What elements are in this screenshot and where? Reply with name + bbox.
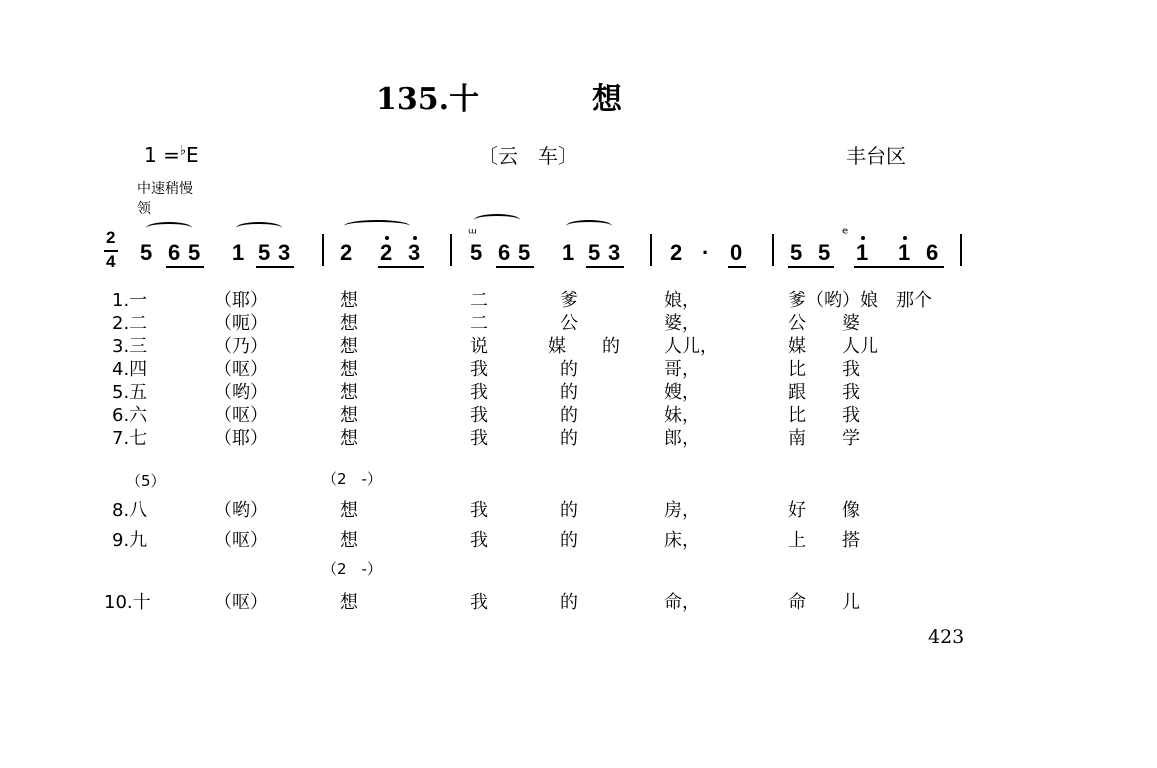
flat-sign: ♭: [179, 143, 186, 159]
verse-word: 郎，: [664, 428, 700, 449]
grace-note-mark: ᵉ: [842, 224, 849, 243]
verse-word: 想: [340, 592, 358, 613]
verse-word: 我: [470, 382, 488, 403]
note: 2: [340, 240, 353, 265]
slur: [566, 220, 612, 232]
verse-number: 9.九: [112, 530, 148, 551]
verse-word: 二: [470, 313, 488, 334]
verse-word: 我: [470, 530, 488, 551]
verse-paren: （呕）: [214, 530, 268, 551]
bar-line: [450, 234, 452, 266]
note: ·: [702, 240, 710, 265]
verse-paren: （哟）: [214, 382, 268, 403]
beam-line: [788, 266, 834, 268]
note: 5: [818, 240, 831, 265]
note: 3: [278, 240, 291, 265]
beam-line: [854, 266, 944, 268]
key-prefix: 1 =: [144, 143, 180, 167]
verse-paren: （呕）: [214, 359, 268, 380]
bar-line: [322, 234, 324, 266]
verse-number: 8.八: [112, 500, 148, 521]
verse-word: 哥，: [664, 359, 700, 380]
verse-word: 想: [340, 359, 358, 380]
verse-word: 命 儿: [788, 592, 860, 613]
verse-word: 南 学: [788, 428, 860, 449]
song-number: 135.: [376, 82, 450, 117]
bar-line: [650, 234, 652, 266]
bar-line: [772, 234, 774, 266]
verse-word: 公: [560, 313, 578, 334]
note: 5: [188, 240, 201, 265]
page-title: [376, 74, 479, 118]
octave-dot: [413, 236, 417, 240]
note: 0: [730, 240, 743, 265]
bar-line: [960, 234, 962, 266]
verse-word: 想: [340, 405, 358, 426]
note: 5: [470, 240, 483, 265]
page-number: 423: [928, 626, 965, 648]
verse-number: 1.一: [112, 290, 148, 311]
verse-number: 5.五: [112, 382, 148, 403]
title-char-1: 十: [449, 82, 480, 117]
verse-word: 的: [560, 359, 578, 380]
verse-word: 媒 人儿: [788, 336, 878, 357]
verse-word: 房，: [664, 500, 700, 521]
verse-number: 4.四: [112, 359, 148, 380]
verse-number: 7.七: [112, 428, 148, 449]
note: 5: [258, 240, 271, 265]
note: 6: [168, 240, 181, 265]
verse-word: 我: [470, 500, 488, 521]
verse-paren: （耶）: [214, 290, 268, 311]
verse-word: 的: [560, 405, 578, 426]
verse-word: 好 像: [788, 500, 860, 521]
note: 5: [588, 240, 601, 265]
note: 1: [856, 240, 869, 265]
verse-word: 上 搭: [788, 530, 860, 551]
verse-paren: （乃）: [214, 336, 268, 357]
cue-note: （2 -）: [322, 560, 382, 578]
note: 6: [926, 240, 939, 265]
time-signature-top: 2: [106, 228, 116, 247]
verse-word: 想: [340, 336, 358, 357]
beam-line: [166, 266, 204, 268]
octave-dot: [861, 236, 865, 240]
slur: [236, 222, 282, 234]
verse-word: 比 我: [788, 405, 860, 426]
verse-word: 媒 的: [548, 336, 620, 357]
verse-paren: （哟）: [214, 500, 268, 521]
cue-note: （5）: [126, 472, 166, 490]
verse-word: 二: [470, 290, 488, 311]
role-marking: 领: [137, 201, 151, 217]
verse-paren: （呃）: [214, 313, 268, 334]
verse-word: 的: [560, 592, 578, 613]
verse-word: 我: [470, 405, 488, 426]
verse-word: 的: [560, 428, 578, 449]
verse-word: 爹: [560, 290, 578, 311]
note: 3: [408, 240, 421, 265]
verse-paren: （呕）: [214, 405, 268, 426]
verse-word: 嫂，: [664, 382, 700, 403]
verse-word: 的: [560, 382, 578, 403]
region-label: 丰台区: [846, 144, 906, 168]
verse-number: 6.六: [112, 405, 148, 426]
note: 1: [232, 240, 245, 265]
verse-word: 的: [560, 530, 578, 551]
verse-word: 我: [470, 428, 488, 449]
slur: [474, 214, 520, 226]
beam-line: [496, 266, 534, 268]
verse-number: 2.二: [112, 313, 148, 334]
genre-label: 〔云 车〕: [478, 144, 578, 168]
verse-word: 想: [340, 428, 358, 449]
tempo-marking: 中速稍慢: [137, 181, 193, 197]
note: 5: [790, 240, 803, 265]
key-note: E: [185, 143, 199, 167]
note: 1: [898, 240, 911, 265]
verse-word: 娘，: [664, 290, 700, 311]
verse-word: 想: [340, 500, 358, 521]
verse-word: 想: [340, 530, 358, 551]
note: 2: [670, 240, 683, 265]
verse-word: 比 我: [788, 359, 860, 380]
verse-word: 婆，: [664, 313, 700, 334]
beam-line: [728, 266, 746, 268]
verse-number: 3.三: [112, 336, 148, 357]
cue-note: （2 -）: [322, 470, 382, 488]
verse-word: 床，: [664, 530, 700, 551]
verse-word: 的: [560, 500, 578, 521]
note: 5: [518, 240, 531, 265]
verse-word: 我: [470, 592, 488, 613]
title-char-2: 想: [592, 82, 622, 117]
verse-word: 公 婆: [788, 313, 860, 334]
verse-paren: （耶）: [214, 428, 268, 449]
slur: [146, 222, 192, 234]
octave-dot: [903, 236, 907, 240]
verse-paren: （呕）: [214, 592, 268, 613]
verse-word: 跟 我: [788, 382, 860, 403]
verse-word: 我: [470, 359, 488, 380]
verse-word: 想: [340, 382, 358, 403]
beam-line: [256, 266, 294, 268]
verse-word: 人儿，: [664, 336, 718, 357]
note: 6: [498, 240, 511, 265]
slur: [344, 220, 410, 232]
beam-line: [586, 266, 624, 268]
key-signature: [144, 143, 199, 167]
mordent-mark: ᵚ: [468, 226, 477, 242]
note: 1: [562, 240, 575, 265]
time-signature-bottom: 4: [106, 252, 116, 271]
verse-word: 说: [470, 336, 488, 357]
note: 2: [380, 240, 393, 265]
verse-word: 妹，: [664, 405, 700, 426]
note: 3: [608, 240, 621, 265]
note: 5: [140, 240, 153, 265]
beam-line: [378, 266, 424, 268]
verse-word: 爹（哟）娘 那个: [788, 290, 932, 311]
verse-number: 10.十: [104, 592, 151, 613]
octave-dot: [385, 236, 389, 240]
verse-word: 想: [340, 313, 358, 334]
verse-word: 想: [340, 290, 358, 311]
verse-word: 命，: [664, 592, 700, 613]
